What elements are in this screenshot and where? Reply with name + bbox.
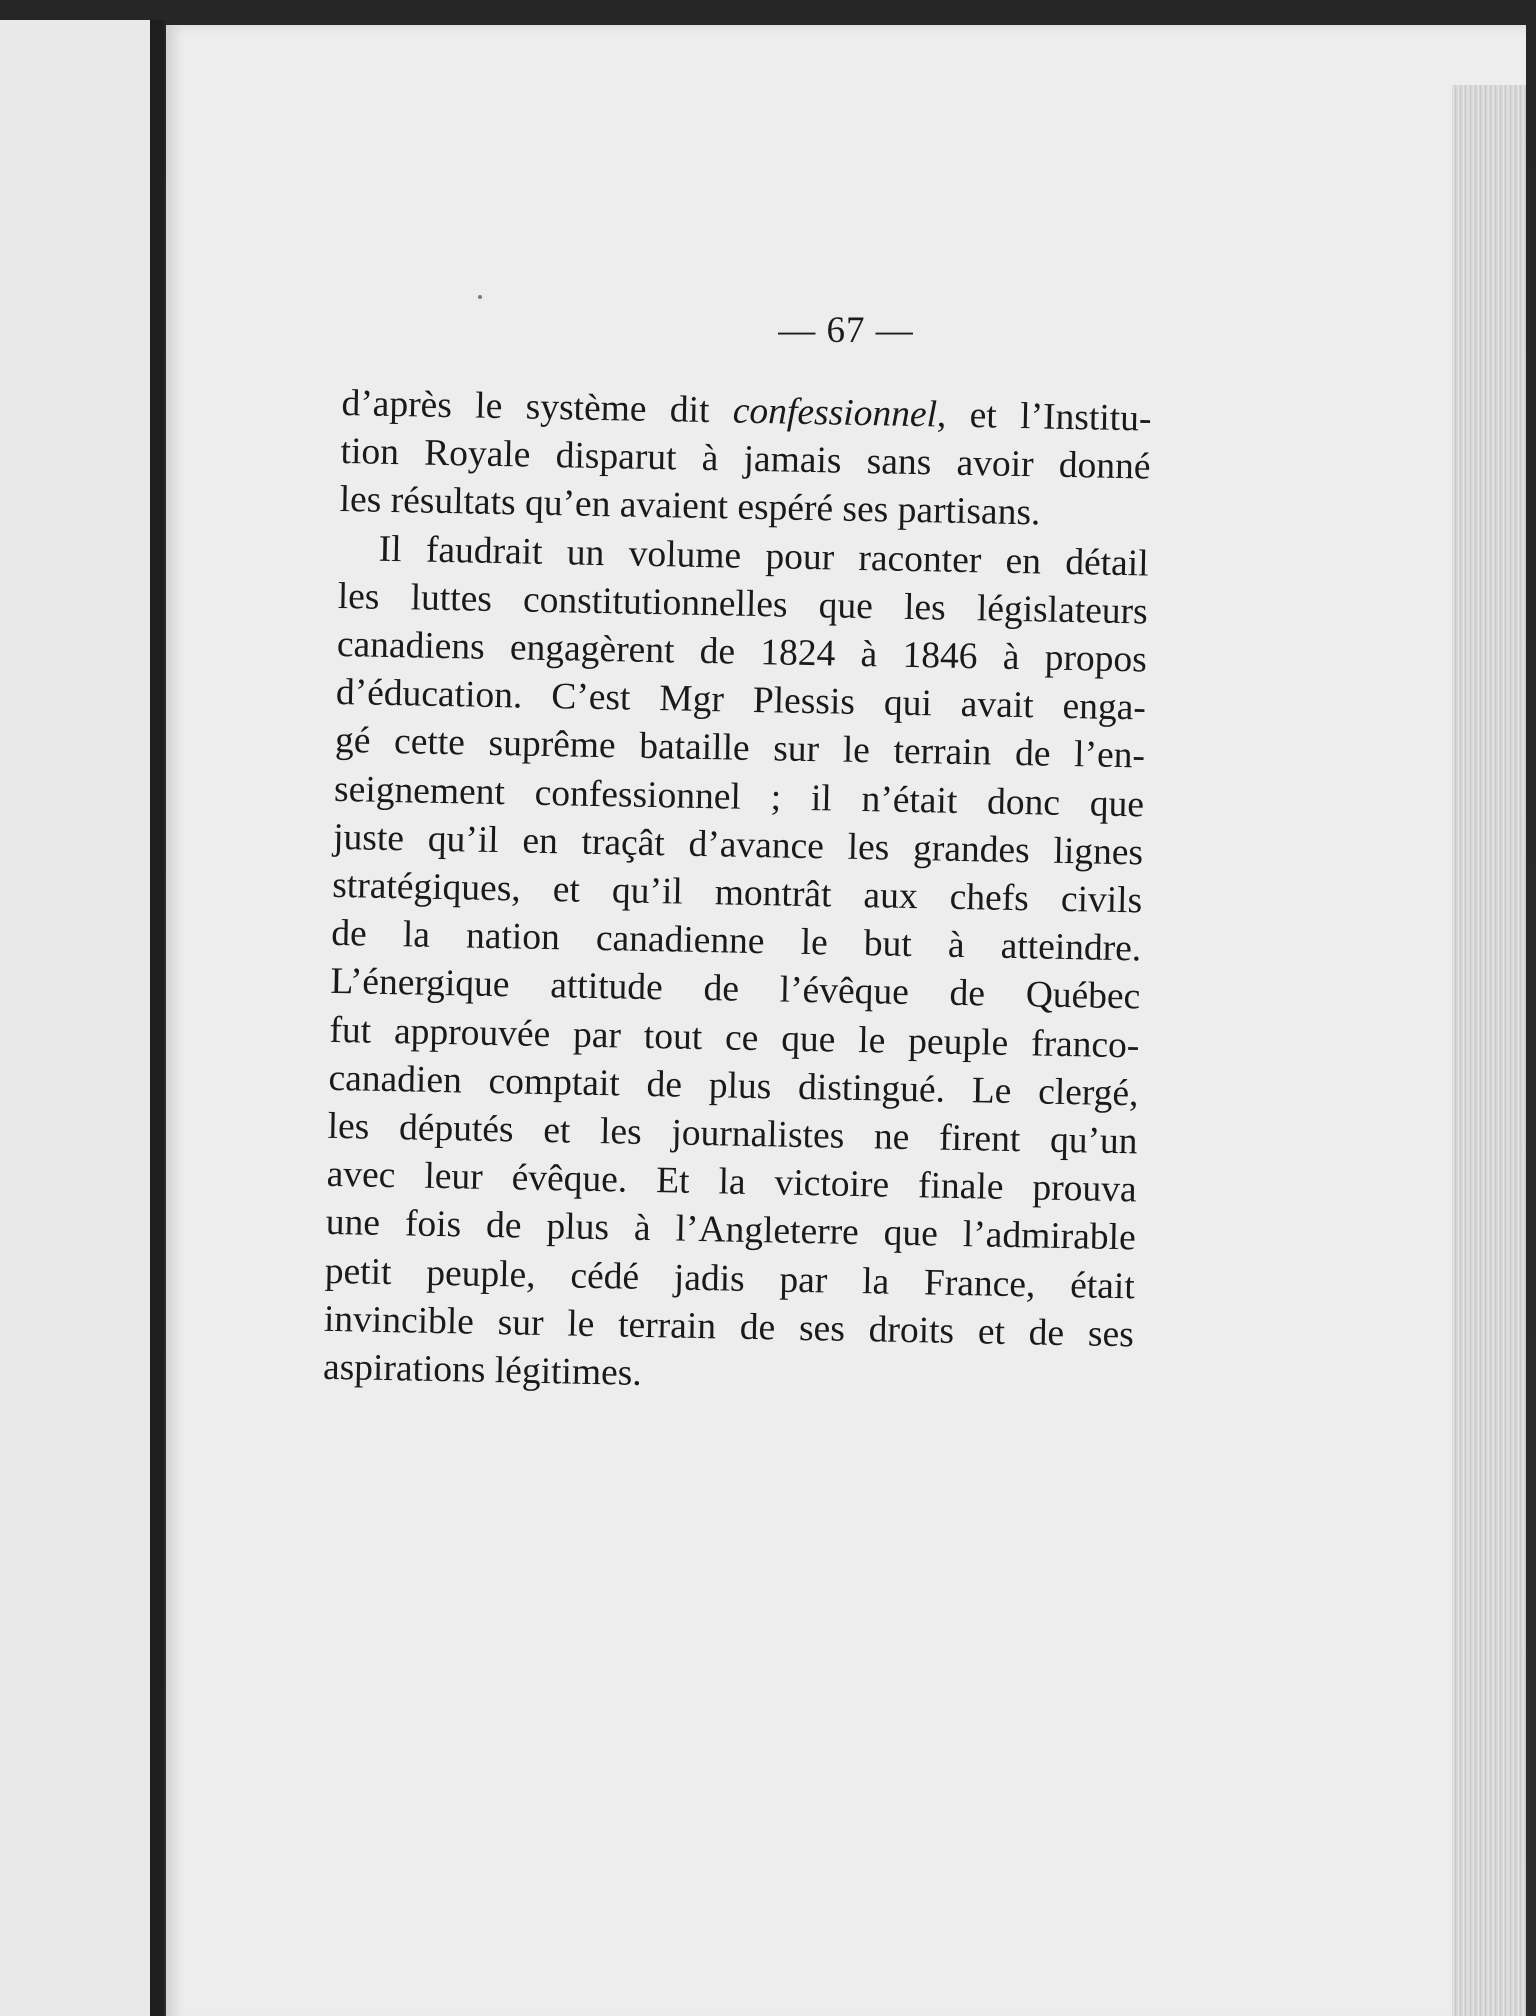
text-line: fut approuvée par tout ce que le peuple franco- xyxy=(329,1009,1140,1067)
text-line: canadien comptait de plus distingué. Le clergé, xyxy=(328,1057,1139,1115)
text-line: aspirations légitimes. xyxy=(322,1346,643,1394)
book-page xyxy=(166,25,1526,2016)
text-line: canadiens engagèrent de 1824 à 1846 à propos xyxy=(336,623,1148,681)
text-line: d’éducation. C’est Mgr Plessis qui avait enga- xyxy=(335,672,1147,729)
text-line: seignement confessionnel ; il n’était donc que xyxy=(333,768,1145,826)
text-line: les luttes constitutionnelles que les législateurs xyxy=(337,575,1149,633)
text-line: avec leur évêque. Et la victoire finale prouva xyxy=(326,1154,1137,1211)
page-number: — 67 — xyxy=(778,310,914,351)
body-text xyxy=(323,380,1152,1408)
italic-term: confessionnel xyxy=(732,390,938,436)
text-line: de la nation canadienne le but à atteindre. xyxy=(330,913,1142,970)
text-line: invincible sur le terrain de ses droits et de ses xyxy=(323,1298,1135,1356)
text-line: les résultats qu’en avaient espéré ses partisans. xyxy=(339,479,1041,534)
text-line: gé cette suprême bataille sur le terrain de l’en- xyxy=(334,720,1146,777)
paragraph-start-line: Il faudrait un volume pour raconter en détail xyxy=(378,528,1150,585)
text-line: d’après le système dit confessionnel, et l’Institu- xyxy=(341,382,1152,440)
text-line: tion Royale disparut à jamais sans avoir donné xyxy=(340,431,1151,488)
text-line: juste qu’il en traçât d’avance les grandes lignes xyxy=(332,816,1144,874)
page-stack-edges xyxy=(1452,85,1526,2016)
facing-page-edge xyxy=(0,20,164,2016)
text-line: une fois de plus à l’Angleterre que l’admirable xyxy=(325,1202,1137,1259)
paper-speck xyxy=(478,295,482,299)
text-line: L’énergique attitude de l’évêque de Québec xyxy=(330,961,1141,1018)
text-line: stratégiques, et qu’il montrât aux chefs civils xyxy=(331,864,1143,922)
text-line: petit peuple, cédé jadis par la France, était xyxy=(324,1250,1136,1308)
text-line: les députés et les journalistes ne firent qu’un xyxy=(327,1105,1138,1163)
